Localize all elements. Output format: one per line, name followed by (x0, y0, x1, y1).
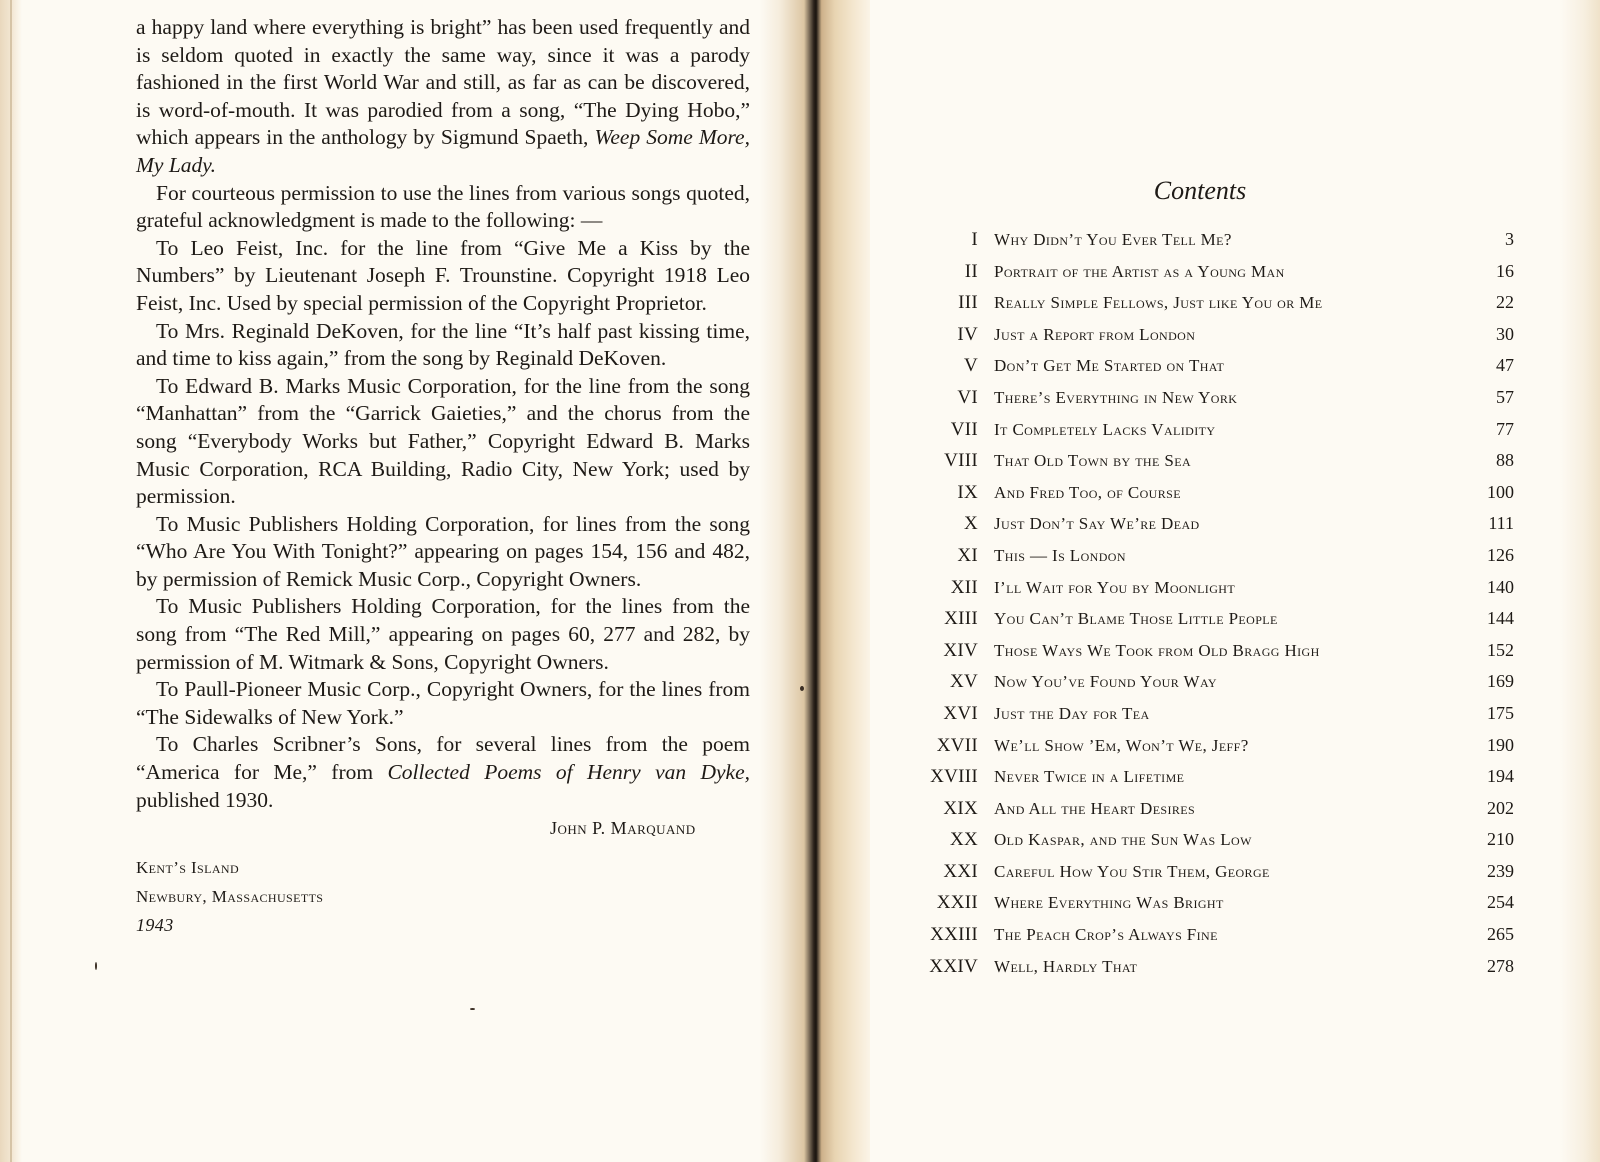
chapter-number: XX (949, 829, 978, 851)
chapter-title: Well, Hardly That (994, 956, 1138, 976)
chapter-number: XXI (943, 860, 978, 882)
paragraph-text: To Music Publishers Holding Corporation, for the lines from the song from “The Red Mill,” appearing on pages 60, 277 and 282, by permission of M. Witmark & Sons, Copyright Owners. (136, 594, 750, 674)
toc-entry (906, 671, 1514, 703)
page-number: 210 (1487, 829, 1514, 850)
chapter-number: XII (950, 576, 978, 598)
toc-entry (906, 608, 1514, 640)
place-line-1: Kent’s Island (136, 858, 240, 877)
toc-entry (906, 513, 1514, 545)
chapter-title: Don’t Get Me Started on That (994, 356, 1225, 376)
chapter-title: It Completely Lacks Validity (994, 419, 1216, 439)
chapter-title: Never Twice in a Lifetime (994, 767, 1185, 787)
chapter-title: Just a Report from London (994, 324, 1196, 344)
place-line-2: Newbury, Massachusetts (136, 887, 324, 906)
page-number: 77 (1496, 418, 1514, 439)
toc-entry (906, 324, 1514, 356)
toc-entry (906, 892, 1514, 924)
italic-title: Collected Poems of Henry van Dyke, (387, 760, 751, 785)
paragraph-text: published 1930. (136, 787, 274, 812)
toc-entry (906, 292, 1514, 324)
toc-entry (906, 419, 1514, 451)
acknowledgments-text (136, 14, 750, 814)
chapter-number: XIV (943, 639, 978, 661)
place-and-date (136, 853, 323, 940)
chapter-number: IV (957, 323, 978, 345)
chapter-title: Careful How You Stir Them, George (994, 861, 1270, 881)
acknowledgment-paragraph (136, 14, 750, 180)
book-gutter (760, 0, 870, 1162)
page-number: 57 (1496, 386, 1514, 407)
chapter-number: V (963, 355, 978, 377)
chapter-number: XXIV (929, 955, 978, 977)
chapter-title: Where Everything Was Bright (994, 893, 1224, 913)
author-signature: John P. Marquand (550, 818, 696, 838)
page-number: 30 (1496, 323, 1514, 344)
acknowledgment-paragraph (136, 180, 750, 235)
paragraph-text: To Charles Scribner’s Sons, for several lines from the poem “America for Me,” from (136, 732, 750, 785)
chapter-number: XXII (936, 892, 978, 914)
chapter-title: This — Is London (994, 545, 1126, 565)
page-number: 126 (1487, 544, 1514, 565)
chapter-title: Just the Day for Tea (994, 703, 1150, 723)
toc-entry (906, 703, 1514, 735)
toc-entry (906, 261, 1514, 293)
toc-entry (906, 924, 1514, 956)
toc-entry (906, 355, 1514, 387)
page-number: 16 (1496, 260, 1514, 281)
toc-entry (906, 640, 1514, 672)
print-speck (470, 1008, 475, 1010)
chapter-number: XIX (943, 797, 978, 819)
paragraph-text: To Paull-Pioneer Music Corp., Copyright Owners, for the lines from “The Sidewalks of New York.” (136, 677, 750, 729)
chapter-title: Just Don’t Say We’re Dead (994, 514, 1200, 534)
chapter-title: Now You’ve Found Your Way (994, 672, 1217, 692)
toc-entry (906, 829, 1514, 861)
acknowledgment-paragraph (136, 235, 750, 318)
toc-entry (906, 482, 1514, 514)
page-number: 169 (1487, 671, 1514, 692)
acknowledgment-paragraph (136, 731, 750, 814)
page-number: 265 (1487, 924, 1514, 945)
year: 1943 (136, 915, 174, 935)
page-number: 254 (1487, 892, 1514, 913)
page-number: 144 (1487, 608, 1514, 629)
chapter-number: XVIII (930, 766, 978, 788)
page-number: 88 (1496, 450, 1514, 471)
chapter-number: VII (950, 418, 978, 440)
print-speck (800, 686, 804, 691)
page-number: 47 (1496, 355, 1514, 376)
chapter-title: We’ll Show ’Em, Won’t We, Jeff? (994, 735, 1249, 755)
contents-heading: Contents (1153, 176, 1247, 205)
chapter-title: There’s Everything in New York (994, 387, 1238, 407)
chapter-title: That Old Town by the Sea (994, 451, 1192, 471)
left-page-edge (0, 0, 22, 1162)
acknowledgment-paragraph (136, 676, 750, 731)
page-number: 100 (1487, 481, 1514, 502)
paragraph-text: For courteous permission to use the lines from various songs quoted, grateful acknowledgment is made to the following: — (136, 180, 750, 233)
paragraph-text: To Leo Feist, Inc. for the line from “Give Me a Kiss by the Numbers” by Lieutenant Joseph F. Trounstine. Copyright 1918 Leo Feist, Inc. Used by special permission of the Copyright Proprietor. (136, 235, 750, 315)
acknowledgment-paragraph (136, 511, 750, 594)
chapter-title: Really Simple Fellows, Just like You or Me (994, 293, 1323, 313)
acknowledgment-paragraph (136, 373, 750, 511)
chapter-title: Portrait of the Artist as a Young Man (994, 261, 1285, 281)
chapter-title: Why Didn’t You Ever Tell Me? (994, 230, 1232, 249)
page-number: 111 (1488, 513, 1514, 534)
acknowledgment-paragraph (136, 593, 750, 676)
chapter-number: VI (957, 386, 978, 408)
right-page-edge (1560, 0, 1600, 1162)
page-number: 239 (1487, 860, 1514, 881)
chapter-title: The Peach Crop’s Always Fine (994, 925, 1218, 945)
chapter-title: And All the Heart Desires (994, 798, 1196, 818)
chapter-number: XI (957, 544, 978, 566)
toc-entry (906, 766, 1514, 798)
chapter-number: IX (957, 481, 978, 503)
chapter-number: XIII (944, 608, 978, 630)
paragraph-text: To Mrs. Reginald DeKoven, for the line “It’s half past kissing time, and time to kiss again,” from the song by Reginald DeKoven. (136, 318, 750, 371)
toc-entry (906, 956, 1514, 988)
chapter-title: And Fred Too, of Course (994, 482, 1181, 502)
chapter-number: II (964, 260, 978, 282)
toc-entry (906, 229, 1514, 261)
italic-title: Weep Some More, My Lady. (136, 125, 750, 177)
chapter-number: III (958, 292, 978, 314)
toc-entry (906, 450, 1514, 482)
page-number: 22 (1496, 292, 1514, 313)
toc-entry (906, 861, 1514, 893)
page-number: 140 (1487, 576, 1514, 597)
chapter-number: XXIII (930, 924, 978, 946)
page-number: 152 (1487, 639, 1514, 660)
chapter-number: I (971, 229, 978, 250)
chapter-number: XV (949, 671, 978, 693)
chapter-number: XVI (943, 702, 978, 724)
page-number: 278 (1487, 955, 1514, 976)
chapter-title: Those Ways We Took from Old Bragg High (994, 640, 1320, 660)
chapter-title: I’ll Wait for You by Moonlight (994, 577, 1236, 597)
chapter-number: VIII (944, 450, 978, 472)
chapter-title: Old Kaspar, and the Sun Was Low (994, 830, 1252, 850)
paragraph-text: To Music Publishers Holding Corporation, for lines from the song “Who Are You With Tonight?” appearing on pages 154, 156 and 482, by permission of Remick Music Corp., Copyright Owners. (136, 511, 750, 591)
paragraph-text: a happy land where everything is bright” has been used frequently and is seldom quoted in exactly the same way, since it was a parody fashioned in the first World War and still, as far as can be discovered, is word-of-mouth. It was parodied from a song, “The Dying Hobo,” which appears in the anthology by Sigmund Spaeth, (136, 15, 750, 150)
table-of-contents (906, 229, 1514, 987)
chapter-number: XVII (936, 734, 978, 756)
page-number: 194 (1487, 766, 1514, 787)
chapter-title: You Can’t Blame Those Little People (994, 609, 1278, 629)
page-number: 190 (1487, 734, 1514, 755)
paragraph-text: To Edward B. Marks Music Corporation, for the line from the song “Manhattan” from the “Garrick Gaieties,” and the chorus from the song “Everybody Works but Father,” Copyright Edward B. Marks Music Corporation, RCA Building, Radio City, New York; used by permission. (136, 373, 750, 509)
chapter-number: X (963, 513, 978, 535)
toc-entry (906, 387, 1514, 419)
page-number: 202 (1487, 797, 1514, 818)
acknowledgment-paragraph (136, 318, 750, 373)
toc-entry (906, 735, 1514, 767)
print-speck (95, 962, 97, 970)
page-number: 175 (1487, 702, 1514, 723)
toc-entry (906, 577, 1514, 609)
toc-entry (906, 545, 1514, 577)
page-number: 3 (1505, 229, 1514, 249)
toc-entry (906, 798, 1514, 830)
